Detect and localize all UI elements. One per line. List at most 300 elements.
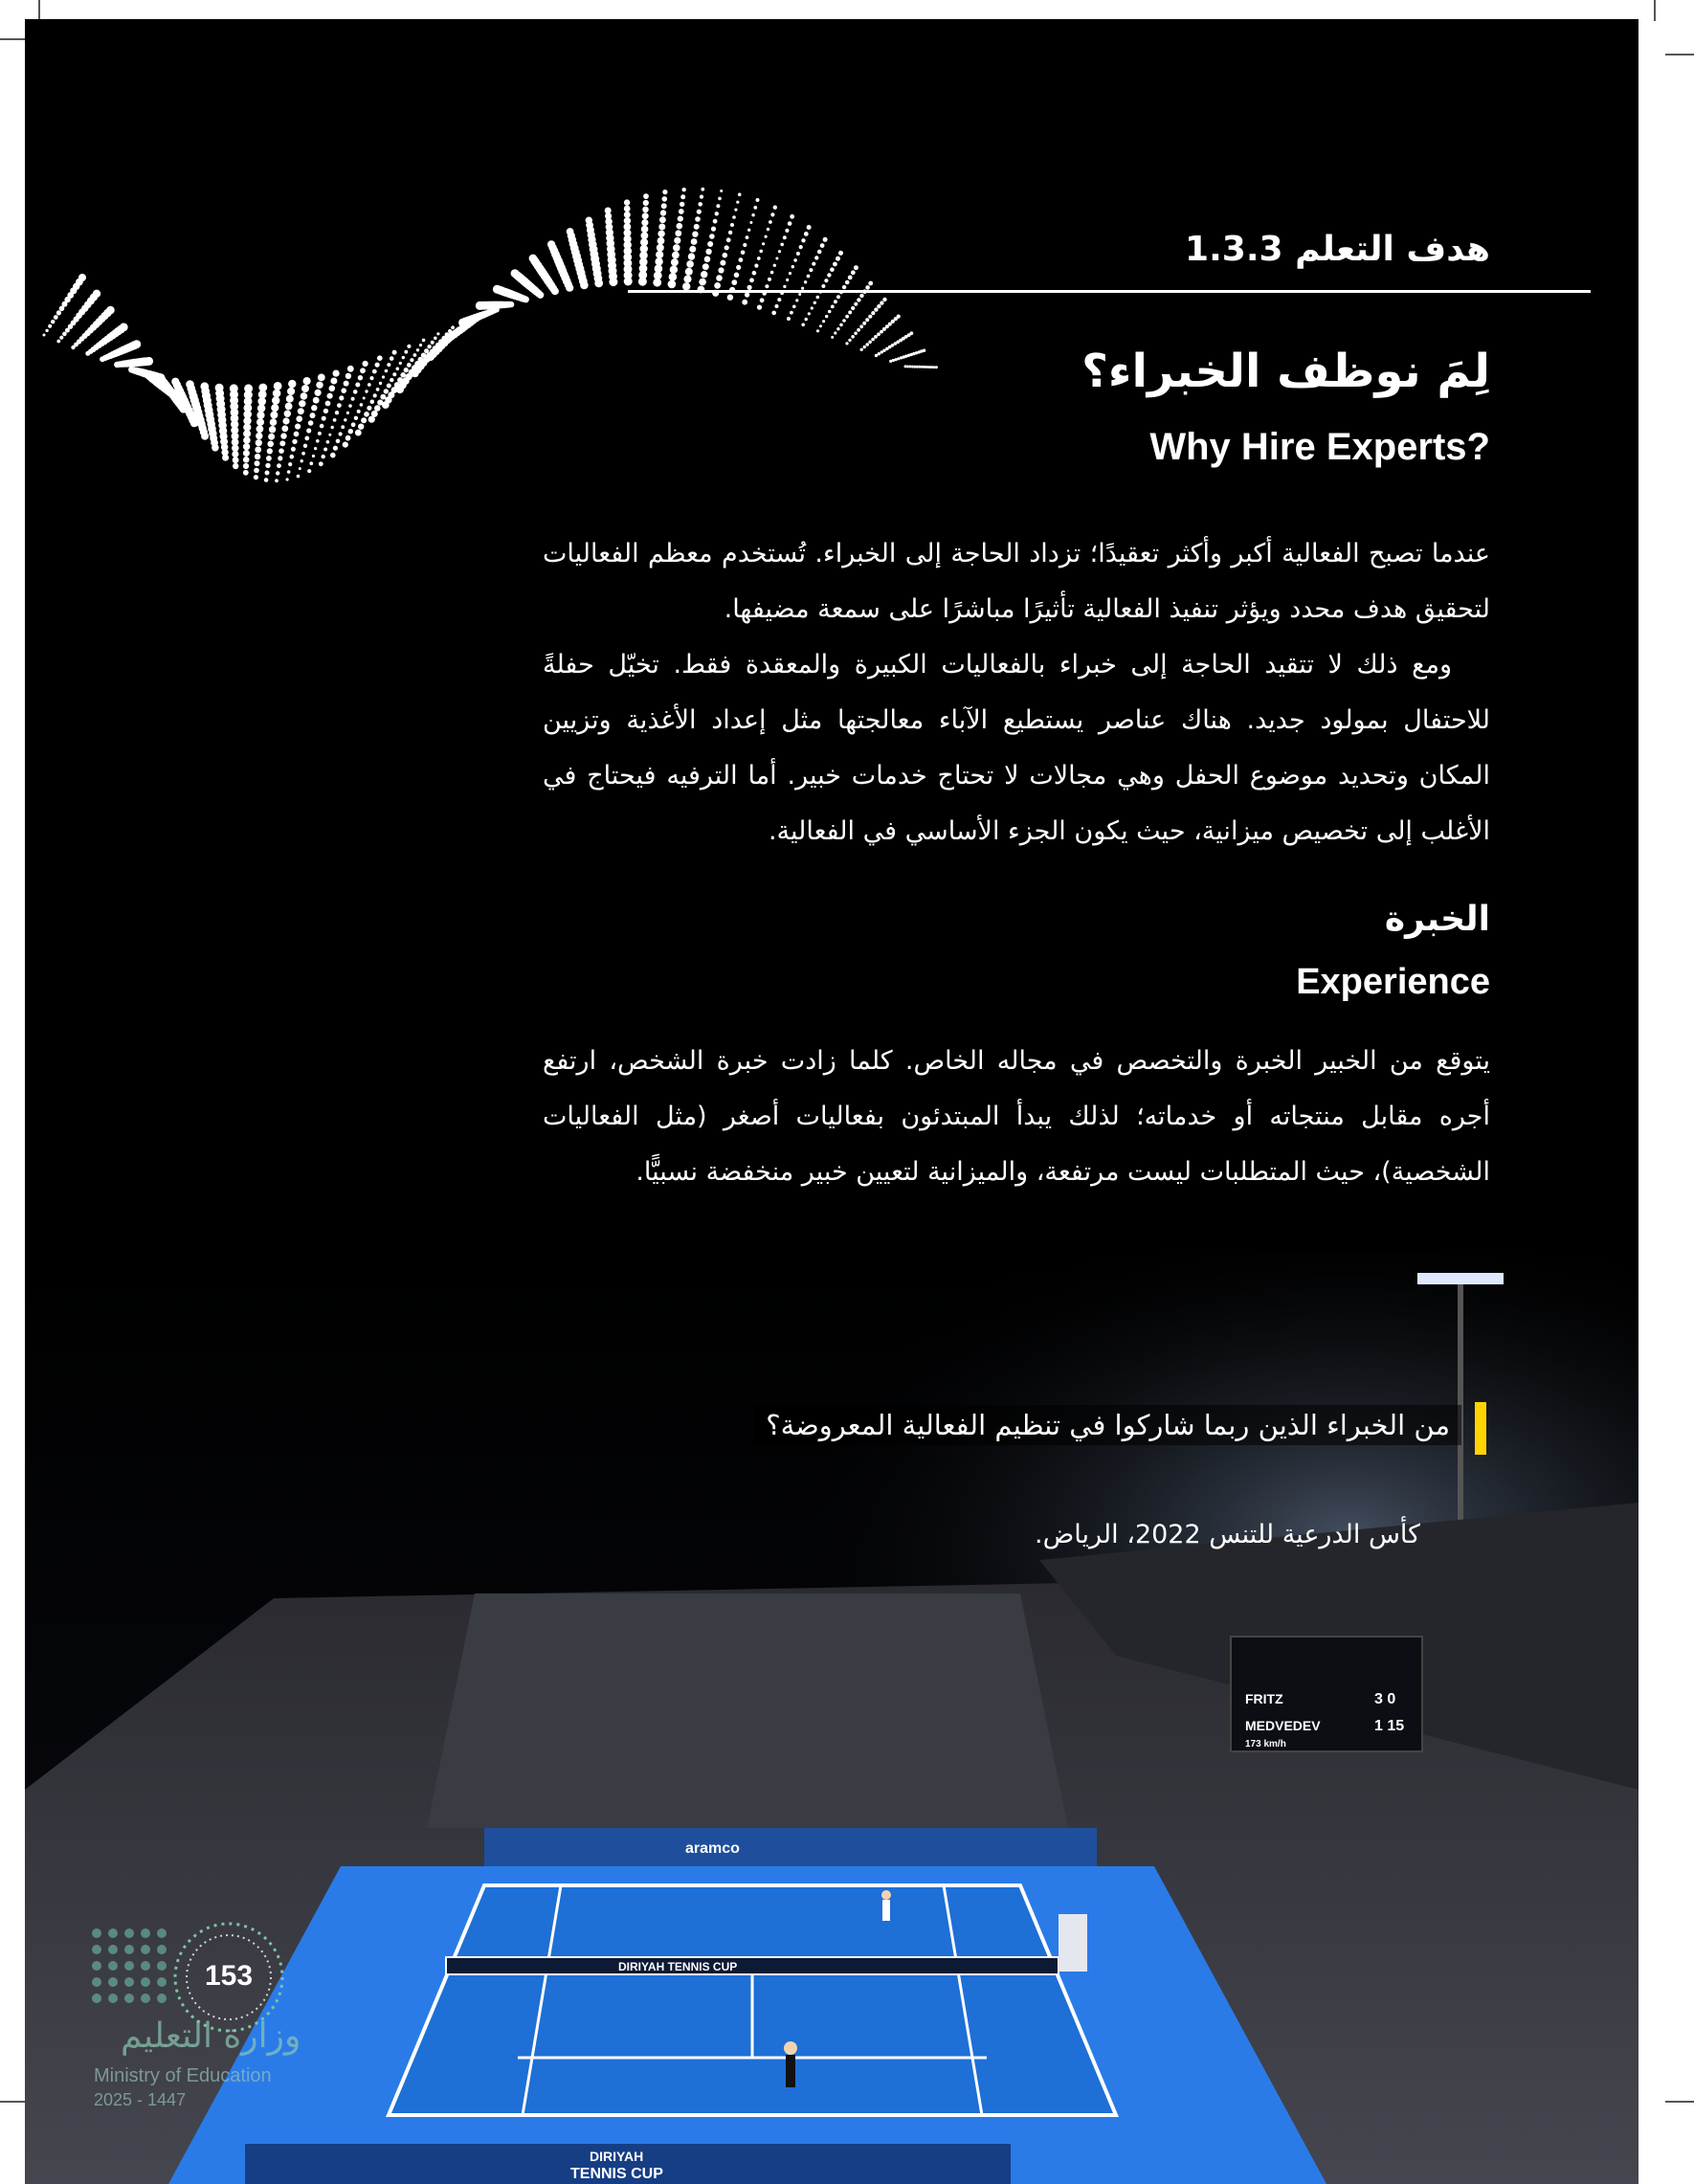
wave-dot	[791, 265, 794, 268]
wave-dot	[685, 268, 693, 276]
wave-dot	[715, 212, 719, 215]
wave-dot	[697, 210, 702, 214]
wave-dot	[267, 448, 273, 454]
wave-dot	[341, 388, 346, 393]
wave-dot	[355, 430, 362, 436]
wave-dot	[753, 206, 757, 210]
wave-dot	[641, 226, 649, 234]
wave-dot	[243, 463, 249, 469]
wave-dot	[821, 284, 825, 288]
wave-dot	[62, 332, 67, 337]
wave-dot	[780, 243, 784, 247]
wave-dot	[322, 416, 326, 421]
logo-dot	[141, 1961, 150, 1971]
wave-dot	[786, 279, 789, 281]
wave-dot	[768, 278, 771, 281]
wave-dot	[318, 432, 322, 435]
wave-dot	[747, 229, 750, 232]
wave-dot	[754, 264, 758, 268]
wave-dot	[668, 280, 677, 289]
logo-dot	[108, 1928, 118, 1938]
wave-dot	[301, 385, 309, 392]
logo-dot	[157, 1977, 167, 1987]
wave-dot	[759, 250, 763, 254]
wave-dot	[756, 198, 760, 202]
wave-dot	[365, 390, 368, 392]
wave-dot	[661, 203, 667, 209]
wave-dot	[314, 447, 317, 450]
wave-dot	[269, 426, 276, 433]
wave-dot	[762, 242, 765, 245]
central-stand	[427, 1593, 1068, 1828]
wave-dot	[567, 228, 574, 235]
wave-dot	[923, 349, 925, 352]
wave-dot	[857, 328, 860, 332]
crop-mark	[1665, 54, 1694, 56]
wave-dot	[865, 343, 869, 346]
wave-dot	[363, 397, 366, 400]
wave-dot	[442, 336, 451, 345]
wave-dot	[348, 429, 353, 434]
wave-dot	[741, 251, 746, 256]
wave-dot	[297, 475, 301, 479]
wave-dot	[874, 335, 878, 339]
wave-dot	[201, 433, 209, 440]
wave-dot	[372, 369, 377, 374]
wave-dot	[643, 193, 649, 199]
logo-dot	[92, 1945, 101, 1954]
wave-dot	[814, 256, 818, 259]
wave-dot	[264, 478, 269, 482]
wave-dot	[897, 315, 901, 319]
wave-dot	[284, 411, 291, 417]
wave-dot	[318, 374, 325, 382]
wave-dot	[369, 376, 373, 380]
wave-dot	[656, 251, 663, 258]
wave-dot	[658, 231, 664, 237]
wave-dot	[828, 310, 832, 314]
wave-dot	[358, 375, 363, 380]
wave-dot	[720, 260, 725, 266]
scoreboard-player2: MEDVEDEV	[1245, 1718, 1321, 1733]
experience-title-arabic: الخبرة	[1384, 900, 1490, 939]
wave-dot	[316, 382, 323, 389]
wave-dot	[254, 468, 259, 474]
wave-dot	[640, 238, 648, 246]
wave-dot	[851, 270, 856, 275]
wave-dot	[709, 234, 715, 239]
wave-dot	[854, 265, 858, 270]
wave-dot	[286, 478, 289, 480]
wave-dot	[655, 257, 662, 265]
wave-dot	[78, 274, 86, 281]
section-title-arabic: لِمَ نوظف الخبراء؟	[1081, 345, 1490, 398]
scoreboard-speed: 173 km/h	[1245, 1739, 1286, 1749]
wave-dot	[288, 462, 292, 466]
wave-dot	[306, 428, 311, 433]
wave-dot	[642, 207, 649, 213]
logo-dot	[108, 1961, 118, 1971]
wave-dot	[854, 332, 858, 336]
wave-dot	[303, 444, 307, 448]
wave-dot	[848, 339, 851, 342]
wave-dot	[364, 412, 369, 417]
wave-dot	[875, 354, 878, 357]
wave-dot	[686, 260, 694, 268]
wave-dot	[255, 447, 261, 454]
wave-dot	[347, 366, 354, 372]
wave-dot	[358, 424, 364, 430]
ad-boards	[484, 1828, 1097, 1866]
wave-dot	[814, 301, 816, 304]
wave-dot	[308, 420, 314, 426]
wave-dot	[291, 447, 296, 452]
wave-dot	[145, 357, 153, 366]
wave-dot	[120, 323, 128, 332]
crop-mark	[38, 0, 40, 21]
wave-dot	[344, 381, 349, 387]
wave-dot	[493, 285, 502, 294]
wave-dot	[799, 245, 803, 249]
wave-dot	[657, 244, 664, 252]
logo-dot	[157, 1994, 167, 2003]
wave-dot	[586, 217, 592, 224]
wave-dot	[407, 363, 412, 368]
wave-dot	[643, 200, 649, 206]
wave-dot	[311, 405, 317, 411]
wave-dot	[316, 439, 320, 443]
wave-dot	[304, 436, 309, 441]
wave-dot	[303, 377, 311, 385]
wave-dot	[743, 243, 747, 247]
logo-dot	[108, 1977, 118, 1987]
wave-dot	[807, 275, 811, 279]
dotted-wave-graphic	[25, 134, 982, 536]
wave-dot	[309, 461, 313, 465]
wave-dot	[336, 439, 341, 444]
wave-dot	[335, 411, 339, 414]
logo-dot	[124, 1945, 134, 1954]
wave-dot	[680, 194, 685, 199]
wave-dot	[274, 382, 282, 390]
wave-dot	[880, 301, 883, 304]
wave-dot	[377, 355, 383, 361]
wave-dot	[385, 369, 389, 373]
wave-dot	[878, 352, 880, 355]
wave-dot	[272, 396, 279, 404]
wave-dot	[790, 311, 793, 315]
wave-dot	[819, 324, 822, 327]
wave-dot	[307, 469, 311, 473]
wave-dot	[734, 273, 740, 279]
wave-dot	[695, 216, 701, 222]
wave-dot	[836, 327, 839, 330]
wave-dot	[331, 426, 334, 429]
wave-dot	[713, 219, 718, 224]
wave-dot	[827, 273, 831, 277]
wave-dot	[670, 266, 678, 274]
wave-dot	[476, 301, 484, 310]
wave-dot	[871, 338, 875, 342]
wave-dot	[787, 317, 791, 321]
wave-dot	[271, 404, 279, 412]
wave-dot	[865, 285, 870, 290]
wave-dot	[859, 294, 863, 298]
wave-dot	[882, 298, 886, 301]
wave-dot	[384, 389, 389, 393]
wave-dot	[313, 397, 320, 404]
wave-dot	[817, 250, 822, 255]
wave-dot	[731, 279, 737, 285]
wave-dot	[683, 276, 691, 283]
wave-dot	[662, 196, 668, 202]
wave-dot	[436, 332, 439, 335]
wave-dot	[659, 216, 666, 223]
wave-dot	[333, 418, 337, 422]
wave-dot	[413, 353, 417, 357]
wave-dot	[299, 467, 301, 470]
crop-mark	[1654, 0, 1656, 21]
wave-dot	[368, 416, 375, 423]
wave-dot	[765, 235, 768, 238]
bottom-banner-line1: DIRIYAH	[590, 2149, 644, 2164]
wave-dot	[298, 408, 304, 414]
wave-dot	[862, 322, 866, 325]
wave-dot	[749, 278, 754, 282]
wave-dot	[765, 284, 769, 288]
wave-dot	[935, 366, 938, 368]
wave-dot	[739, 257, 744, 262]
wave-dot	[323, 409, 328, 413]
wave-dot	[404, 368, 409, 372]
wave-dot	[322, 455, 325, 458]
scoreboard	[1231, 1637, 1422, 1751]
wave-dot	[320, 424, 324, 429]
wave-dot	[256, 412, 264, 419]
wave-dot	[374, 405, 381, 412]
wave-dot	[254, 475, 258, 479]
logo-dot	[124, 1928, 134, 1938]
wave-dot	[363, 361, 368, 367]
wave-dot	[132, 340, 141, 348]
logo-dot	[124, 1977, 134, 1987]
wave-dot	[434, 337, 437, 341]
wave-dot	[874, 307, 878, 311]
wave-dot	[373, 393, 377, 397]
wave-dot	[669, 273, 678, 281]
wave-dot	[268, 434, 275, 440]
wave-dot	[845, 280, 850, 285]
wave-dot	[290, 455, 295, 459]
wave-dot	[868, 315, 872, 319]
wave-dot	[341, 425, 345, 429]
wave-dot	[798, 293, 801, 296]
scoreboard-score2: 1 15	[1374, 1718, 1405, 1734]
wave-dot	[770, 271, 774, 275]
wave-dot	[312, 455, 315, 457]
wave-dot	[396, 386, 404, 393]
ministry-name-english: Ministry of Education	[94, 2065, 272, 2086]
wave-dot	[720, 189, 723, 192]
wave-dot	[674, 237, 680, 244]
question-accent-bar	[1475, 1402, 1486, 1455]
wave-dot	[407, 345, 411, 348]
wave-dot	[256, 425, 264, 433]
wave-dot	[233, 463, 238, 469]
wave-dot	[370, 400, 375, 405]
wave-dot	[848, 276, 853, 280]
scoreboard-player1: FRITZ	[1245, 1691, 1283, 1706]
wave-dot	[688, 253, 695, 259]
wave-dot	[361, 417, 367, 423]
wave-dot	[730, 223, 734, 227]
wave-dot	[820, 243, 825, 248]
wave-dot	[860, 348, 863, 351]
wave-dot	[333, 370, 340, 377]
wave-dot	[392, 350, 397, 355]
wave-dot	[339, 432, 343, 435]
wave-dot	[711, 227, 716, 232]
logo-dot	[92, 1994, 101, 2003]
wave-dot	[288, 380, 296, 388]
wave-dot	[93, 290, 100, 298]
wave-dot	[854, 302, 858, 306]
wave-dot	[344, 418, 346, 421]
wave-dot	[824, 279, 828, 282]
wave-dot	[243, 470, 249, 476]
wave-dot	[910, 331, 914, 335]
logo-dot	[141, 1994, 150, 2003]
wave-dot	[783, 235, 787, 239]
wave-dot	[343, 442, 348, 448]
wave-dot	[243, 430, 251, 437]
wave-dot	[277, 463, 281, 468]
wave-dot	[547, 240, 555, 248]
wave-dot	[816, 296, 820, 300]
wave-dot	[387, 384, 391, 389]
wave-dot	[276, 471, 279, 475]
ad-board-brand: aramco	[685, 1840, 740, 1857]
wave-dot	[790, 214, 794, 219]
wave-dot	[699, 279, 706, 286]
wave-dot	[775, 257, 778, 260]
wave-dot	[310, 412, 316, 418]
wave-dot	[232, 451, 238, 457]
logo-dot	[124, 1961, 134, 1971]
wave-dot	[882, 349, 885, 352]
wave-dot	[868, 341, 872, 345]
logo-dot	[157, 1961, 167, 1971]
logo-dot	[141, 1945, 150, 1954]
wave-dot	[422, 339, 426, 343]
wave-dot	[282, 417, 289, 424]
wave-dot	[880, 330, 883, 334]
wave-dot	[701, 271, 707, 278]
wave-dot	[624, 212, 631, 218]
wave-dot	[825, 315, 828, 318]
wave-dot	[319, 461, 323, 466]
wave-dot	[749, 221, 752, 224]
wave-dot	[641, 232, 649, 239]
wave-dot	[834, 300, 837, 303]
wave-dot	[785, 229, 789, 233]
wave-dot	[345, 435, 351, 441]
wave-dot	[222, 455, 229, 461]
wave-dot	[705, 249, 711, 255]
wave-dot	[736, 265, 741, 270]
player-near	[784, 2041, 797, 2055]
wave-dot	[871, 311, 875, 315]
wave-dot	[330, 378, 337, 385]
wave-dot	[301, 459, 303, 462]
wave-dot	[671, 258, 679, 266]
wave-dot	[842, 319, 846, 323]
wave-dot	[836, 295, 840, 299]
wave-dot	[642, 212, 649, 219]
wave-dot	[292, 439, 297, 444]
wave-dot	[329, 386, 336, 392]
wave-dot	[804, 280, 807, 283]
wave-dot	[296, 415, 302, 422]
wave-dot	[287, 470, 291, 474]
experience-title-english: Experience	[1296, 962, 1490, 1002]
wave-dot	[624, 206, 631, 212]
wave-dot	[431, 341, 435, 345]
wave-dot	[355, 383, 360, 388]
wave-dot	[672, 252, 680, 259]
wave-dot	[390, 356, 394, 361]
wave-dot	[257, 397, 266, 406]
wave-dot	[718, 267, 724, 273]
wave-dot	[701, 188, 704, 191]
wave-dot	[45, 329, 48, 332]
logo-dot	[108, 1994, 118, 2003]
wave-dot	[660, 210, 666, 215]
wave-dot	[680, 202, 684, 207]
wave-dot	[863, 345, 866, 348]
wave-dot	[280, 433, 286, 438]
wave-dot	[396, 368, 400, 371]
wave-dot	[724, 245, 729, 250]
wave-dot	[48, 324, 52, 328]
wave-dot	[56, 340, 60, 344]
wave-dot	[700, 195, 703, 199]
wave-dot	[792, 305, 796, 309]
wave-dot	[360, 368, 366, 373]
net-text: DIRIYAH TENNIS CUP	[618, 1960, 738, 1973]
wave-dot	[745, 292, 749, 297]
wave-dot	[842, 285, 846, 289]
wave-dot	[233, 457, 239, 463]
wave-dot	[767, 228, 769, 231]
wave-dot	[707, 241, 713, 247]
wave-dot	[256, 439, 262, 446]
wave-dot	[330, 453, 336, 458]
wave-dot	[770, 212, 774, 216]
wave-dot	[769, 220, 772, 224]
wave-dot	[315, 390, 322, 396]
wave-dot	[673, 244, 680, 252]
wave-dot	[256, 418, 264, 426]
wave-dot	[353, 390, 358, 394]
wave-dot	[851, 335, 855, 339]
player-far	[881, 1890, 891, 1900]
wave-dot	[346, 412, 349, 414]
wave-dot	[399, 362, 402, 365]
wave-dot	[257, 404, 265, 412]
wave-dot	[816, 329, 819, 332]
wave-dot	[348, 404, 352, 408]
